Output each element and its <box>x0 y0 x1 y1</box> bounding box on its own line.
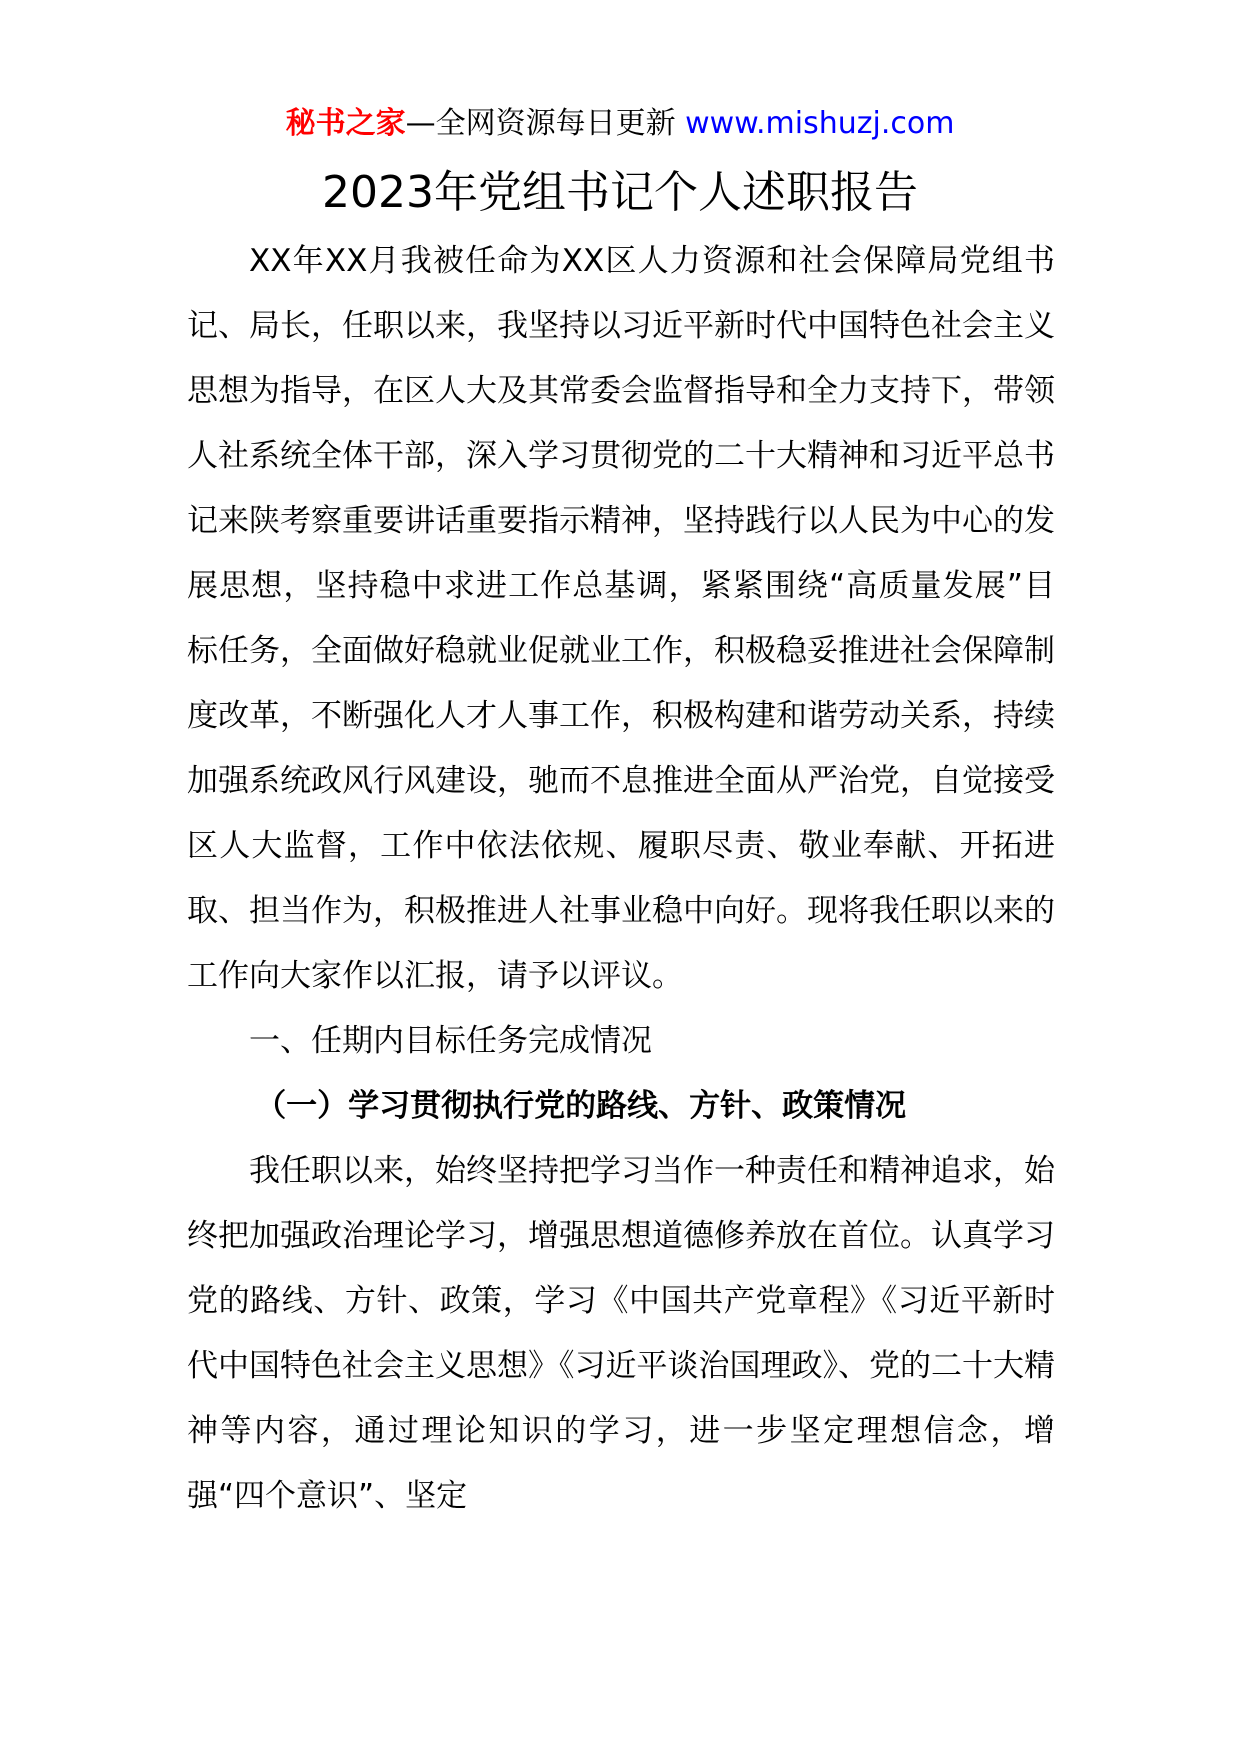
section-heading: 一、任期内目标任务完成情况 <box>249 1023 652 1059</box>
site-url-link[interactable]: www.mishuzj.com <box>685 106 955 141</box>
body-paragraph: 我任职以来，始终坚持把学习当作一种责任和精神追求，始终把加强政治理论学习，增强思想道德修养放在首位。认真学习党的路线、方针、政策，学习《中国共产党章程》《习近平新时代中国特色社会主义思想》《习近平谈治国理政》、党的二十大精神等内容，通过理论知识的学习，进一步坚定理想信念，增强“四个意识”、坚定 <box>187 1153 1055 1514</box>
brand-name: 秘书之家 <box>285 106 406 141</box>
subsection-heading: （一）学习贯彻执行党的路线、方针、政策情况 <box>255 1088 907 1124</box>
document-body <box>187 229 1055 1529</box>
document-title: 2023年党组书记个人述职报告 <box>322 167 918 218</box>
header-tagline: —全网资源每日更新 <box>405 106 676 141</box>
site-header <box>0 102 1240 146</box>
intro-paragraph: XX年XX月我被任命为XX区人力资源和社会保障局党组书记、局长，任职以来，我坚持以习近平新时代中国特色社会主义思想为指导，在区人大及其常委会监督指导和全力支持下，带领人社系统全体干部，深入学习贯彻党的二十大精神和习近平总书记来陕考察重要讲话重要指示精神，坚持践行以人民为中心的发展思想，坚持稳中求进工作总基调，紧紧围绕“高质量发展”目标任务，全面做好稳就业促就业工作，积极稳妥推进社会保障制度改革，不断强化人才人事工作，积极构建和谐劳动关系，持续加强系统政风行风建设，驰而不息推进全面从严治党，自觉接受区人大监督，工作中依法依规、履职尽责、敬业奉献、开拓进取、担当作为，积极推进人社事业稳中向好。现将我任职以来的工作向大家作以汇报，请予以评议。 <box>187 243 1055 994</box>
